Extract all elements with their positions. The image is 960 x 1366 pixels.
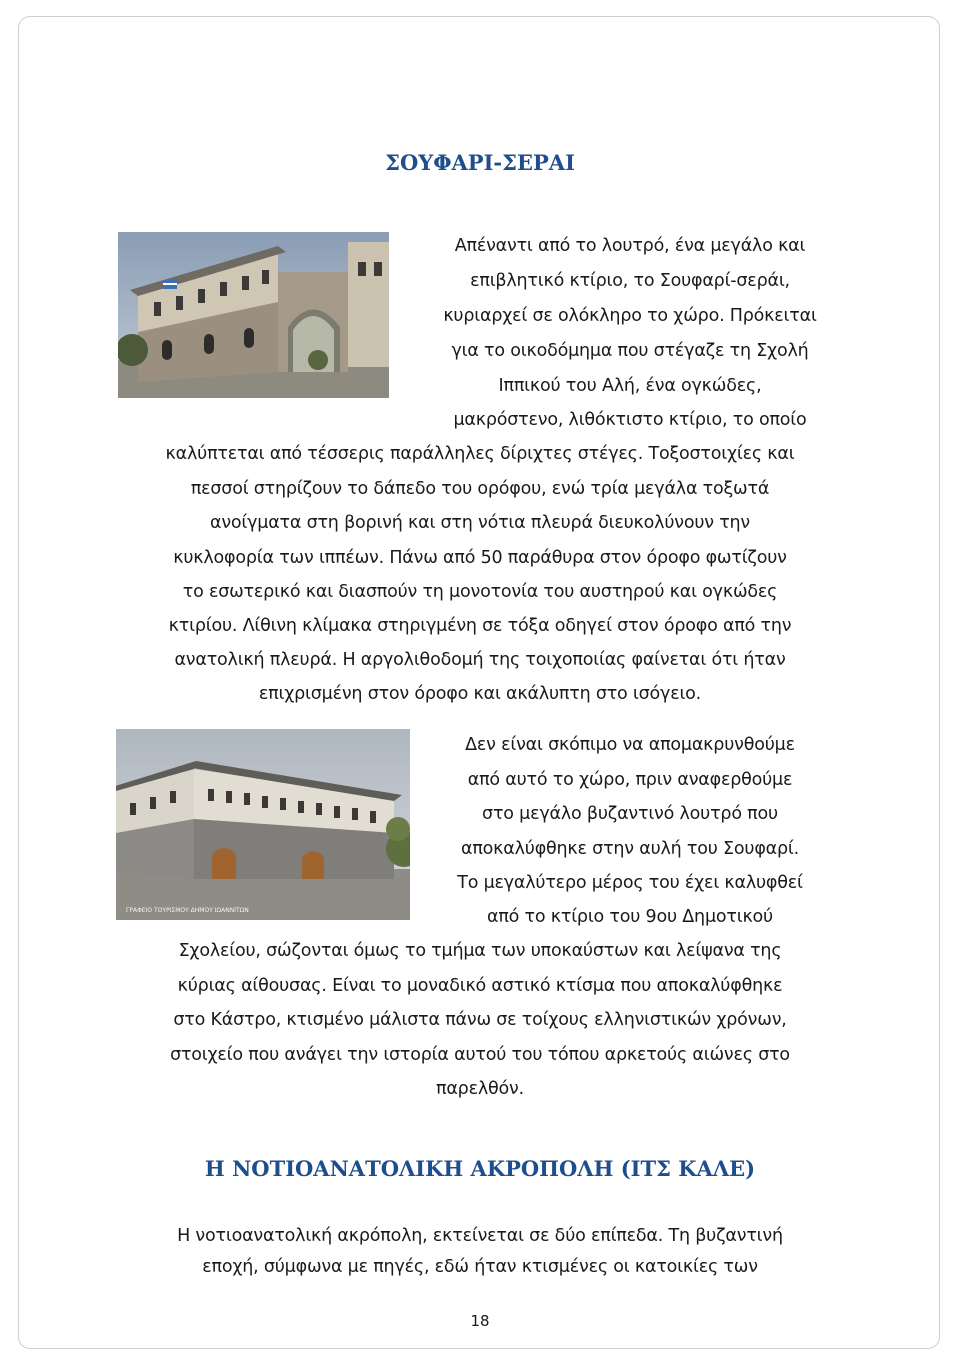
text-line: καλύπτεται από τέσσερις παράλληλες δίριχτες στέγες. Τοξοστοιχίες και	[165, 444, 795, 464]
text-line: ανοίγματα στη βορινή και στη νότια πλευρά διευκολύνουν την	[209, 513, 751, 533]
text-line: στο Κάστρο, κτισμένο μάλιστα πάνω σε τοίχους ελληνιστικών χρόνων,	[173, 1010, 787, 1030]
text-line: ανατολική πλευρά. Η αργολιθοδομή της τοιχοποιίας φαίνεται ότι ήταν	[174, 650, 786, 670]
text-line: αποκαλύφθηκε στην αυλή του Σουφαρί.	[460, 839, 799, 859]
text-line: από το κτίριο του 9ου Δημοτικού	[487, 907, 773, 927]
page-border	[18, 16, 940, 1349]
photo-credit: ΓΡΑΦΕΙΟ ΤΟΥΡΙΣΜΟΥ ΔΗΜΟΥ ΙΩΑΝΝΙΤΩΝ	[126, 907, 249, 914]
text-line: για το οικοδόμημα που στέγαζε τη Σχολή	[451, 341, 809, 361]
section-title-soufari-serai: ΣΟΥΦΑΡΙ-ΣΕΡΑΙ	[385, 150, 575, 175]
text-line: Ιππικού του Αλή, ένα ογκώδες,	[498, 376, 762, 396]
text-line: κυκλοφορία των ιππέων. Πάνω από 50 παράθυρα στον όροφο φωτίζουν	[173, 548, 787, 568]
text-line: κυριαρχεί σε ολόκληρο το χώρο. Πρόκειται	[443, 306, 817, 326]
text-line: Σχολείου, σώζονται όμως το τμήμα των υποκαύστων και λείψανα της	[178, 941, 782, 961]
text-line: Απέναντι από το λουτρό, ένα μεγάλο και	[454, 236, 806, 256]
text-line: από αυτό το χώρο, πριν αναφερθούμε	[467, 770, 793, 790]
photo-soufari-serai-building	[116, 729, 410, 920]
page-number: 18	[470, 1312, 490, 1330]
text-line: Δεν είναι σκόπιμο να απομακρυνθούμε	[465, 735, 795, 755]
text-line: κύριας αίθουσας. Είναι το μοναδικό αστικό κτίσμα που αποκαλύφθηκε	[177, 976, 783, 996]
text-line: το εσωτερικό και διασπούν τη μονοτονία του αυστηρού και ογκώδες	[182, 582, 778, 602]
text-line: επιχρισμένη στον όροφο και ακάλυπτη στο ισόγειο.	[258, 684, 702, 704]
text-line: πεσσοί στηρίζουν το δάπεδο του ορόφου, ενώ τρία μεγάλα τοξωτά	[190, 479, 770, 499]
text-line: μακρόστενο, λιθόκτιστο κτίριο, το οποίο	[453, 410, 807, 430]
text-line: στο μεγάλο βυζαντινό λουτρό που	[482, 804, 778, 824]
text-line: κτιρίου. Λίθινη κλίμακα στηριγμένη σε τόξα οδηγεί στον όροφο από την	[168, 616, 792, 636]
text-line: Η νοτιοανατολική ακρόπολη, εκτείνεται σε δύο επίπεδα. Τη βυζαντινή	[177, 1226, 783, 1246]
text-line: εποχή, σύμφωνα με πηγές, εδώ ήταν κτισμένες οι κατοικίες των	[202, 1257, 758, 1277]
text-line: παρελθόν.	[436, 1079, 524, 1099]
text-line: επιβλητικό κτίριο, το Σουφαρί-σεράι,	[470, 271, 790, 291]
text-line: στοιχείο που ανάγει την ιστορία αυτού του τόπου αρκετούς αιώνες στο	[170, 1045, 790, 1065]
text-line: Το μεγαλύτερο μέρος του έχει καλυφθεί	[457, 873, 803, 893]
photo-soufari-serai-arch	[118, 232, 389, 398]
section-title-its-kale: Η ΝΟΤΙΟΑΝΑΤΟΛΙΚΗ ΑΚΡΟΠΟΛΗ (ΙΤΣ ΚΑΛΕ)	[204, 1156, 756, 1181]
